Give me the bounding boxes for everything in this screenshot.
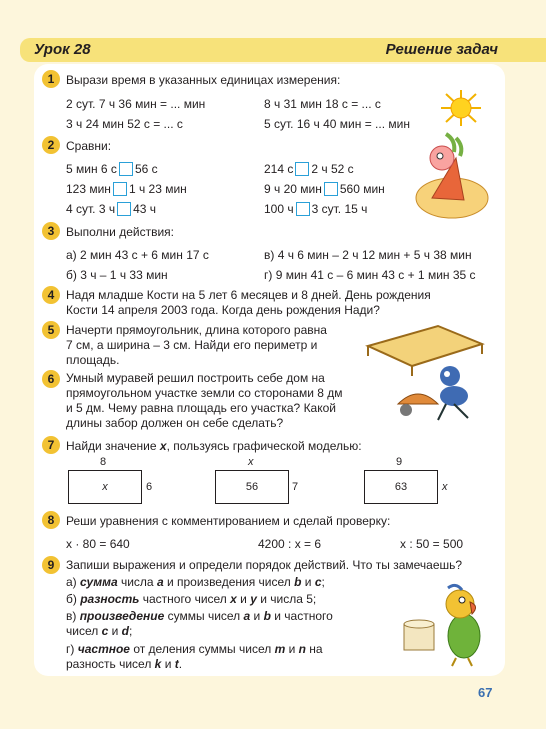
lesson-topic: Решение задач	[385, 41, 498, 58]
task-number: 8	[42, 511, 60, 529]
comparison: 4 сут. 3 ч 43 ч	[66, 202, 157, 216]
expression: а) 2 мин 43 с + 6 мин 17 с	[66, 248, 209, 262]
task-item: чисел c и d;	[66, 624, 133, 638]
expression: 2 сут. 7 ч 36 мин = ... мин	[66, 97, 206, 111]
task-text: прямоугольном участке земли со сторонами 8 дм	[66, 386, 343, 400]
task-number: 6	[42, 370, 60, 388]
model-rectangle: x	[68, 470, 142, 504]
task-text: Начерти прямоугольник, длина которого равна	[66, 323, 327, 337]
task-text: Сравни:	[66, 139, 112, 153]
answer-box[interactable]	[119, 162, 133, 176]
task-item: а) сумма числа a и произведения чисел b и c;	[66, 575, 325, 589]
expression: 3 ч 24 мин 52 с = ... с	[66, 117, 183, 131]
equation: x : 50 = 500	[400, 537, 464, 551]
model-top-label: 9	[396, 456, 403, 468]
task-text: Вырази время в указанных единицах измерения:	[66, 73, 341, 87]
task-number: 9	[42, 556, 60, 574]
lesson-number: Урок 28	[34, 41, 91, 58]
answer-box[interactable]	[117, 202, 131, 216]
equation: 4200 : x = 6	[258, 537, 322, 551]
expression: г) 9 мин 41 с – 6 мин 43 с + 1 мин 35 с	[264, 268, 476, 282]
ant-wheelbarrow-illustration	[358, 316, 490, 426]
model-rectangle: 63	[364, 470, 438, 504]
task-number: 4	[42, 286, 60, 304]
task-number: 5	[42, 321, 60, 339]
task-text: Запиши выражения и определи порядок действий. Что ты замечаешь?	[66, 558, 463, 572]
task-item: разность чисел k и t.	[66, 657, 183, 671]
model-side-label: 7	[292, 481, 299, 493]
task-text: Реши уравнения с комментированием и сделай проверку:	[66, 514, 391, 528]
equation: x · 80 = 640	[66, 537, 130, 551]
answer-box[interactable]	[113, 182, 127, 196]
task-text: 7 см, а ширина – 3 см. Найди его периметр и	[66, 338, 318, 352]
task-text: Найди значение x, пользуясь графической моделью:	[66, 439, 362, 453]
task-text: длины забор должен он себе сделать?	[66, 416, 284, 430]
model-side-label: x	[442, 481, 448, 493]
model-top-label: x	[248, 456, 254, 468]
comparison: 100 ч 3 сут. 15 ч	[264, 202, 368, 216]
task-item: б) разность частного чисел x и y и числа 5;	[66, 592, 317, 606]
answer-box[interactable]	[296, 202, 310, 216]
sundial-illustration	[412, 128, 492, 222]
task-text: Умный муравей решил построить себе дом на	[66, 371, 325, 385]
task-item: в) произведение суммы чисел a и b и частного	[66, 609, 333, 623]
expression: 5 сут. 16 ч 40 мин = ... мин	[264, 117, 410, 131]
model-rectangle: 56	[215, 470, 289, 504]
comparison: 214 с 2 ч 52 с	[264, 162, 354, 176]
task-text: Надя младше Кости на 5 лет 6 месяцев и 8 дней. День рождения	[66, 288, 431, 302]
comparison: 5 мин 6 с 56 с	[66, 162, 158, 176]
task-text: площадь.	[66, 353, 120, 367]
page-number: 67	[478, 685, 493, 700]
expression: в) 4 ч 6 мин – 2 ч 12 мин + 5 ч 38 мин	[264, 248, 472, 262]
expression: 8 ч 31 мин 18 с = ... с	[264, 97, 381, 111]
task-item: г) частное от деления суммы чисел m и n на	[66, 642, 323, 656]
sun-illustration	[436, 88, 486, 128]
task-number: 1	[42, 70, 60, 88]
answer-box[interactable]	[324, 182, 338, 196]
model-top-label: 8	[100, 456, 107, 468]
comparison: 9 ч 20 мин 560 мин	[264, 182, 385, 196]
lesson-header	[20, 38, 546, 62]
task-number: 7	[42, 436, 60, 454]
model-side-label: 6	[146, 481, 153, 493]
comparison: 123 мин 1 ч 23 мин	[66, 182, 187, 196]
task-text: и 5 дм. Чему равна площадь его участка? Какой	[66, 401, 336, 415]
answer-box[interactable]	[295, 162, 309, 176]
task-text: Выполни действия:	[66, 225, 174, 239]
task-text: Кости 14 апреля 2003 года. Когда день рождения Нади?	[66, 303, 380, 317]
task-number: 3	[42, 222, 60, 240]
parrot-illustration	[398, 580, 494, 668]
task-number: 2	[42, 136, 60, 154]
expression: б) 3 ч – 1 ч 33 мин	[66, 268, 168, 282]
